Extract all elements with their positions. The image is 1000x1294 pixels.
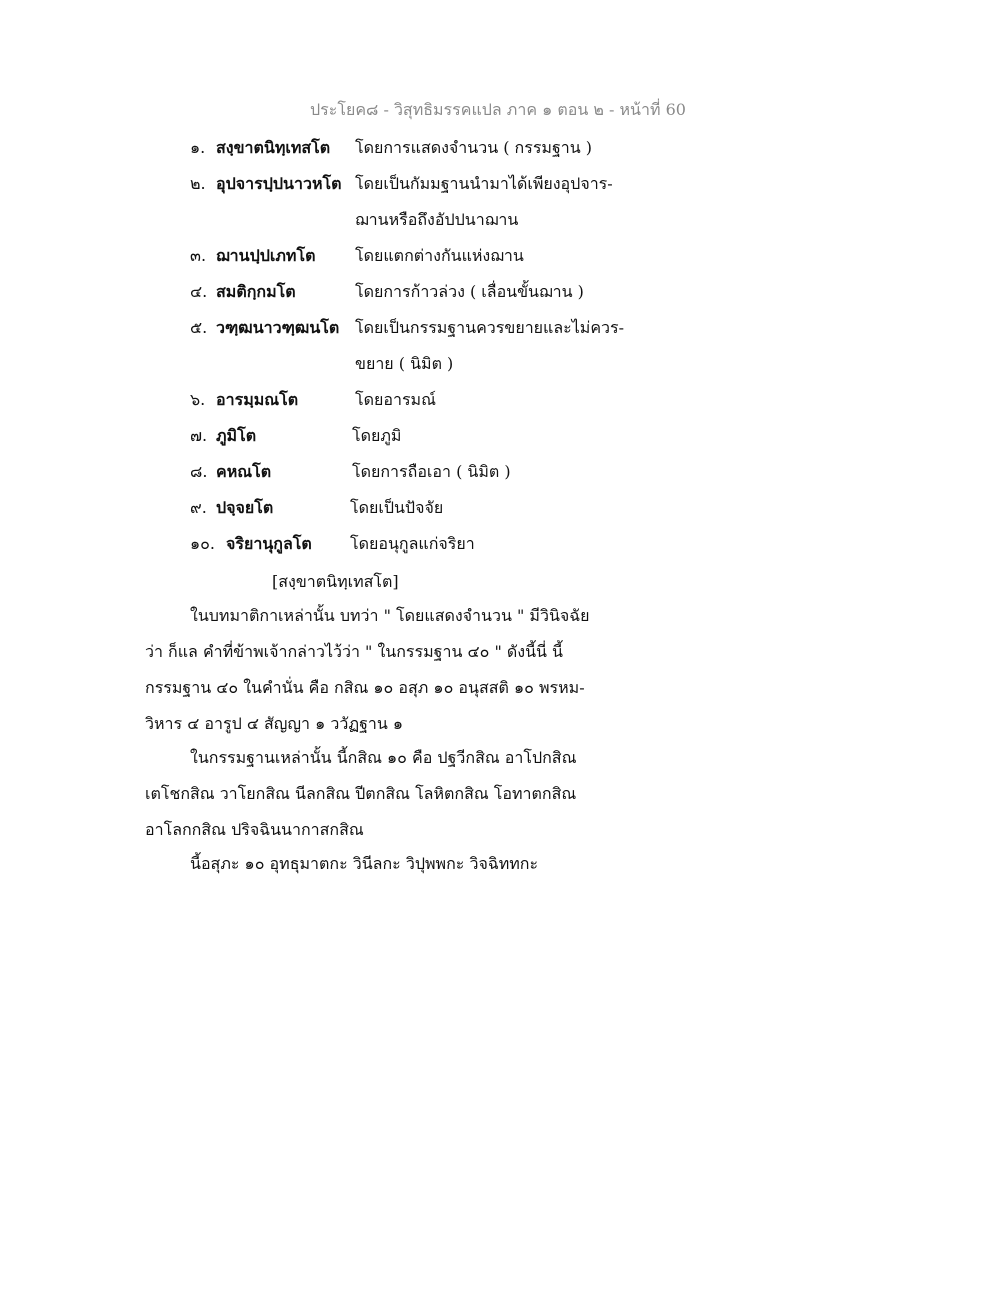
item-term: ฌานปฺปเภทโต xyxy=(216,246,316,265)
item-term: สงฺขาตนิทฺเทสโต xyxy=(216,138,331,157)
paragraph-line: นี้อสุภะ ๑๐ อุทธุมาตกะ วินีลกะ วิปุพพกะ วิจฉิททกะ xyxy=(190,854,539,873)
list-item xyxy=(190,316,810,388)
item-number: ๓. xyxy=(190,246,207,265)
item-number: ๘. xyxy=(190,462,208,481)
page-header: ประโยค๘ - วิสุทธิมรรคแปล ภาค ๑ ตอน ๒ - หน้าที่ 60 xyxy=(310,100,686,119)
section-subheading: [สงฺขาตนิทฺเทสโต] xyxy=(272,572,399,591)
paragraph-line: อาโลกกสิณ ปริจฉินนากาสกสิณ xyxy=(145,820,364,839)
list-item xyxy=(190,532,810,568)
paragraph xyxy=(145,852,538,888)
item-term: ปจฺจยโต xyxy=(216,498,274,517)
item-description-continued: ขยาย ( นิมิต ) xyxy=(355,354,454,373)
item-term: อารมฺมณโต xyxy=(216,390,299,409)
item-description: โดยการถือเอา ( นิมิต ) xyxy=(352,462,511,481)
item-term: คหณโต xyxy=(216,462,272,481)
list-item xyxy=(190,136,810,172)
paragraph-line: ในบทมาติกาเหล่านั้น บทว่า " โดยแสดงจำนวน " มีวินิจฉัย xyxy=(190,606,590,625)
list-item xyxy=(190,244,810,280)
item-number: ๔. xyxy=(190,282,208,301)
item-description: โดยเป็นปัจจัย xyxy=(350,498,444,517)
item-term: อุปจารปฺปนาวหโต xyxy=(216,174,342,193)
item-number: ๑๐. xyxy=(190,534,216,553)
item-number: ๑. xyxy=(190,138,206,157)
item-term: วฑฺฒนาวฑฺฒนโต xyxy=(216,318,340,337)
paragraph-line: ว่า ก็แล คำที่ข้าพเจ้ากล่าวไว้ว่า " ในกรรมฐาน ๔๐ " ดังนี้นี่ นี้ xyxy=(145,642,563,661)
list-item xyxy=(190,388,810,424)
item-description: โดยเป็นกรรมฐานควรขยายและไม่ควร- xyxy=(355,318,625,337)
item-description: โดยการก้าวล่วง ( เลื่อนขั้นฌาน ) xyxy=(355,282,584,301)
paragraph-line: วิหาร ๔ อารูป ๔ สัญญา ๑ ววัฏฐาน ๑ xyxy=(145,714,404,733)
paragraph xyxy=(145,746,576,854)
item-description: โดยเป็นกัมมฐานนำมาได้เพียงอุปจาร- xyxy=(355,174,613,193)
item-description: โดยภูมิ xyxy=(352,426,402,445)
paragraph-line: เตโชกสิณ วาโยกสิณ นีลกสิณ ปีตกสิณ โลหิตกสิณ โอทาตกสิณ xyxy=(145,784,577,803)
list-item xyxy=(190,496,810,532)
list-item xyxy=(190,460,810,496)
item-description: โดยการแสดงจำนวน ( กรรมฐาน ) xyxy=(355,138,593,157)
item-term: ภูมิโต xyxy=(216,426,257,445)
paragraph-line: ในกรรมฐานเหล่านั้น นี้กสิณ ๑๐ คือ ปฐวีกสิณ อาโปกสิณ xyxy=(190,748,577,767)
item-number: ๕. xyxy=(190,318,208,337)
item-description-continued: ฌานหรือถึงอัปปนาฌาน xyxy=(355,210,519,229)
list-item xyxy=(190,280,810,316)
paragraph xyxy=(145,604,590,748)
item-description: โดยอนุกูลแก่จริยา xyxy=(350,534,475,553)
mātikā-list xyxy=(190,136,810,568)
item-number: ๙. xyxy=(190,498,207,517)
item-number: ๖. xyxy=(190,390,206,409)
item-term: สมติกฺกมโต xyxy=(216,282,296,301)
item-description: โดยอารมณ์ xyxy=(355,390,436,409)
item-number: ๒. xyxy=(190,174,206,193)
item-term: จริยานุกูลโต xyxy=(226,534,312,553)
item-number: ๗. xyxy=(190,426,208,445)
paragraph-line: กรรมฐาน ๔๐ ในคำนั่น คือ กสิณ ๑๐ อสุภ ๑๐ อนุสสติ ๑๐ พรหม- xyxy=(145,678,585,697)
item-description: โดยแตกต่างกันแห่งฌาน xyxy=(355,246,524,265)
list-item xyxy=(190,172,810,244)
list-item xyxy=(190,424,810,460)
